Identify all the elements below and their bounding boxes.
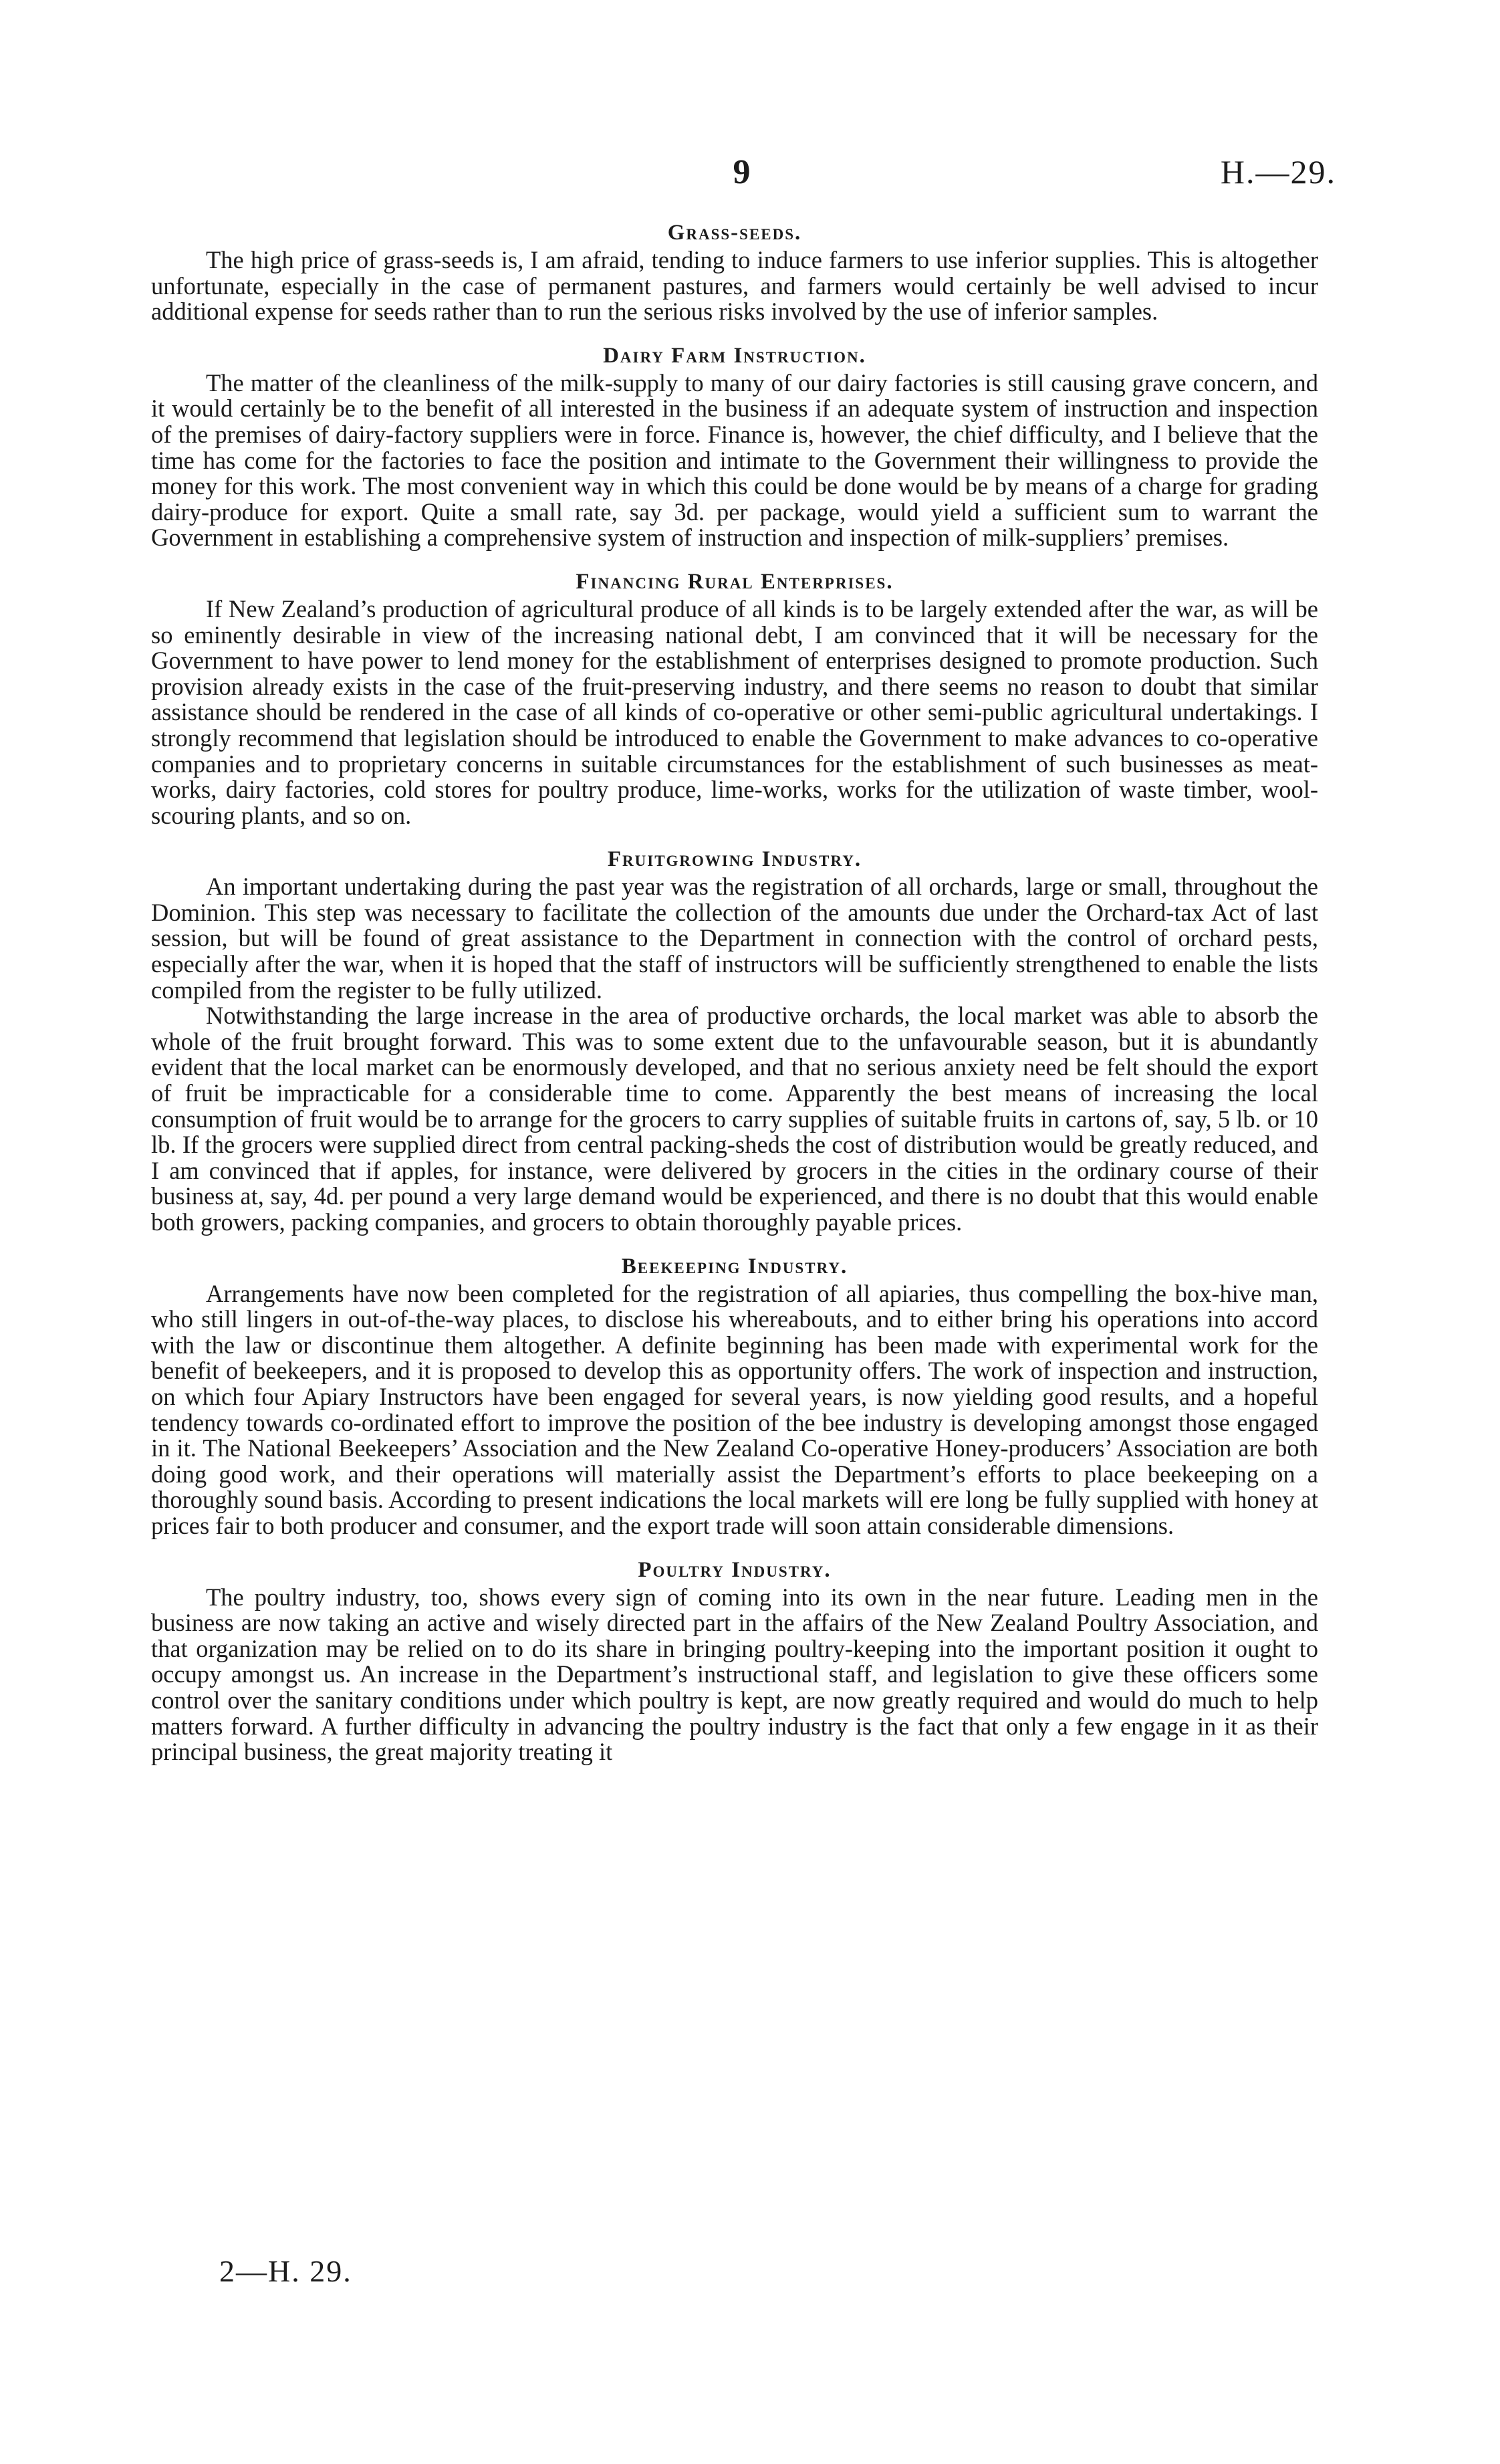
section-heading: Dairy Farm Instruction. — [603, 343, 866, 368]
section-poultry-industry — [151, 1555, 1318, 1765]
paragraph: Arrangements have now been completed for the registration of all apiaries, thus compelling the box-hive man, who still lingers in out-of-the-way places, to disclose his whereabouts, and to either bring his operations into accord with the law or discontinue them altogether. A definite beginning has been made with experimental work for the benefit of beekeepers, and it is proposed to develop this as opportunity offers. The work of inspection and instruction, on which four Apiary Instructors have been engaged for several years, is now yielding good results, and a hopeful tendency towards co-ordinated effort to improve the position of the bee industry is developing amongst those engaged in it. The National Beekeepers’ Association and the New Zealand Co-operative Honey-producers’ Association are both doing good work, and their operations will materially assist the Department’s efforts to place beekeeping on a thoroughly sound basis. According to present indications the local markets will ere long be fully supplied with honey at prices fair to both producer and consumer, and the export trade will soon attain considerable dimensions. — [151, 1279, 1318, 1539]
signature-mark: 2—H. 29. — [219, 2254, 352, 2288]
section-heading: Poultry Industry. — [638, 1557, 832, 1582]
page-header — [0, 152, 1500, 206]
paragraph: The matter of the cleanliness of the milk-supply to many of our dairy factories is still causing grave concern, and it would certainly be to the benefit of all interested in the business if an adequate system of instruction and inspection of the premises of dairy-factory suppliers were in force. Finance is, however, the chief difficulty, and I believe that the time has come for the factories to face the position and intimate to the Government their willingness to provide the money for this work. The most convenient way in which this could be done would be by means of a charge for grading dairy-produce for export. Quite a small rate, say 3d. per package, would yield a sufficient sum to warrant the Government in establishing a comprehensive system of instruction and inspection of milk-suppliers’ premises. — [151, 368, 1318, 552]
paragraph: If New Zealand’s production of agricultural produce of all kinds is to be largely extended after the war, as will be so eminently desirable in view of the increasing national debt, I am convinced that it will be necessary for the Government to have power to lend money for the establishment of enterprises designed to promote production. Such provision already exists in the case of the fruit-preserving industry, and there seems no reason to doubt that similar assistance should be rendered in the case of all kinds of co-operative or other semi-public agricultural undertakings. I strongly recommend that legislation should be introduced to enable the Government to make advances to co-operative companies and to proprietary concerns in suitable circumstances for the establishment of such businesses as meat-works, dairy factories, cold stores for poultry produce, lime-works, works for the utilization of waste timber, wool-scouring plants, and so on. — [151, 594, 1318, 829]
report-code: H.—29. — [1220, 153, 1336, 191]
paragraph: The high price of grass-seeds is, I am afraid, tending to induce farmers to use inferior supplies. This is altogether unfortunate, especially in the case of permanent pastures, and farmers would certainly be well advised to incur additional expense for seeds rather than to run the serious risks involved by the use of inferior samples. — [151, 246, 1318, 326]
paragraph: The poultry industry, too, shows every sign of coming into its own in the near future. Leading men in the business are now taking an active and wisely directed part in the affairs of the New Zealand Poultry Association, and that organization may be relied on to do its share in bringing poultry-keeping into the important position it ought to occupy amongst us. An increase in the Department’s instructional staff, and legislation to give these officers some control over the sanitary conditions under which poultry is kept, are now greatly required and would do much to help matters forward. A further difficulty in advancing the poultry industry is the fact that only a few engage in it as their principal business, the great majority treating it — [151, 1583, 1318, 1766]
section-dairy-farm-instruction — [151, 341, 1318, 551]
section-grass-seeds — [151, 218, 1318, 325]
section-heading: Grass-seeds. — [667, 221, 802, 245]
section-heading: Fruitgrowing Industry. — [607, 847, 862, 872]
section-heading: Beekeeping Industry. — [621, 1254, 848, 1278]
paragraph: Notwithstanding the large increase in the area of productive orchards, the local market was able to absorb the whole of the fruit brought forward. This was to some extent due to the unfavourable season, but it is abundantly evident that the local market can be enormously developed, and that no serious anxiety need be felt should the export of fruit be impracticable for a considerable time to come. Apparently the best means of increasing the local consumption of fruit would be to arrange for the grocers to carry supplies of suitable fruits in cartons of, say, 5 lb. or 10 lb. If the grocers were supplied direct from central packing-sheds the cost of distribution would be greatly reduced, and I am convinced that if apples, for instance, were delivered by grocers in the cities in the ordinary course of their business at, say, 4d. per pound a very large demand would be experienced, and there is no doubt that this would enable both growers, packing companies, and grocers to obtain thoroughly payable prices. — [151, 1002, 1318, 1236]
paragraph: An important undertaking during the past year was the registration of all orchards, large or small, throughout the Dominion. This step was necessary to facilitate the collection of the amounts due under the Orchard-tax Act of last session, but will be found of great assistance to the Department in connection with the control of orchard pests, especially after the war, when it is hoped that the staff of instructors will be sufficiently strengthened to enable the lists compiled from the register to be fully utilized. — [151, 873, 1318, 1004]
page-body — [151, 218, 1318, 1781]
section-financing-rural-enterprises — [151, 567, 1318, 828]
section-heading: Financing Rural Enterprises. — [576, 569, 894, 594]
section-beekeeping-industry — [151, 1252, 1318, 1539]
section-fruitgrowing-industry — [151, 845, 1318, 1235]
page-number: 9 — [733, 153, 751, 191]
